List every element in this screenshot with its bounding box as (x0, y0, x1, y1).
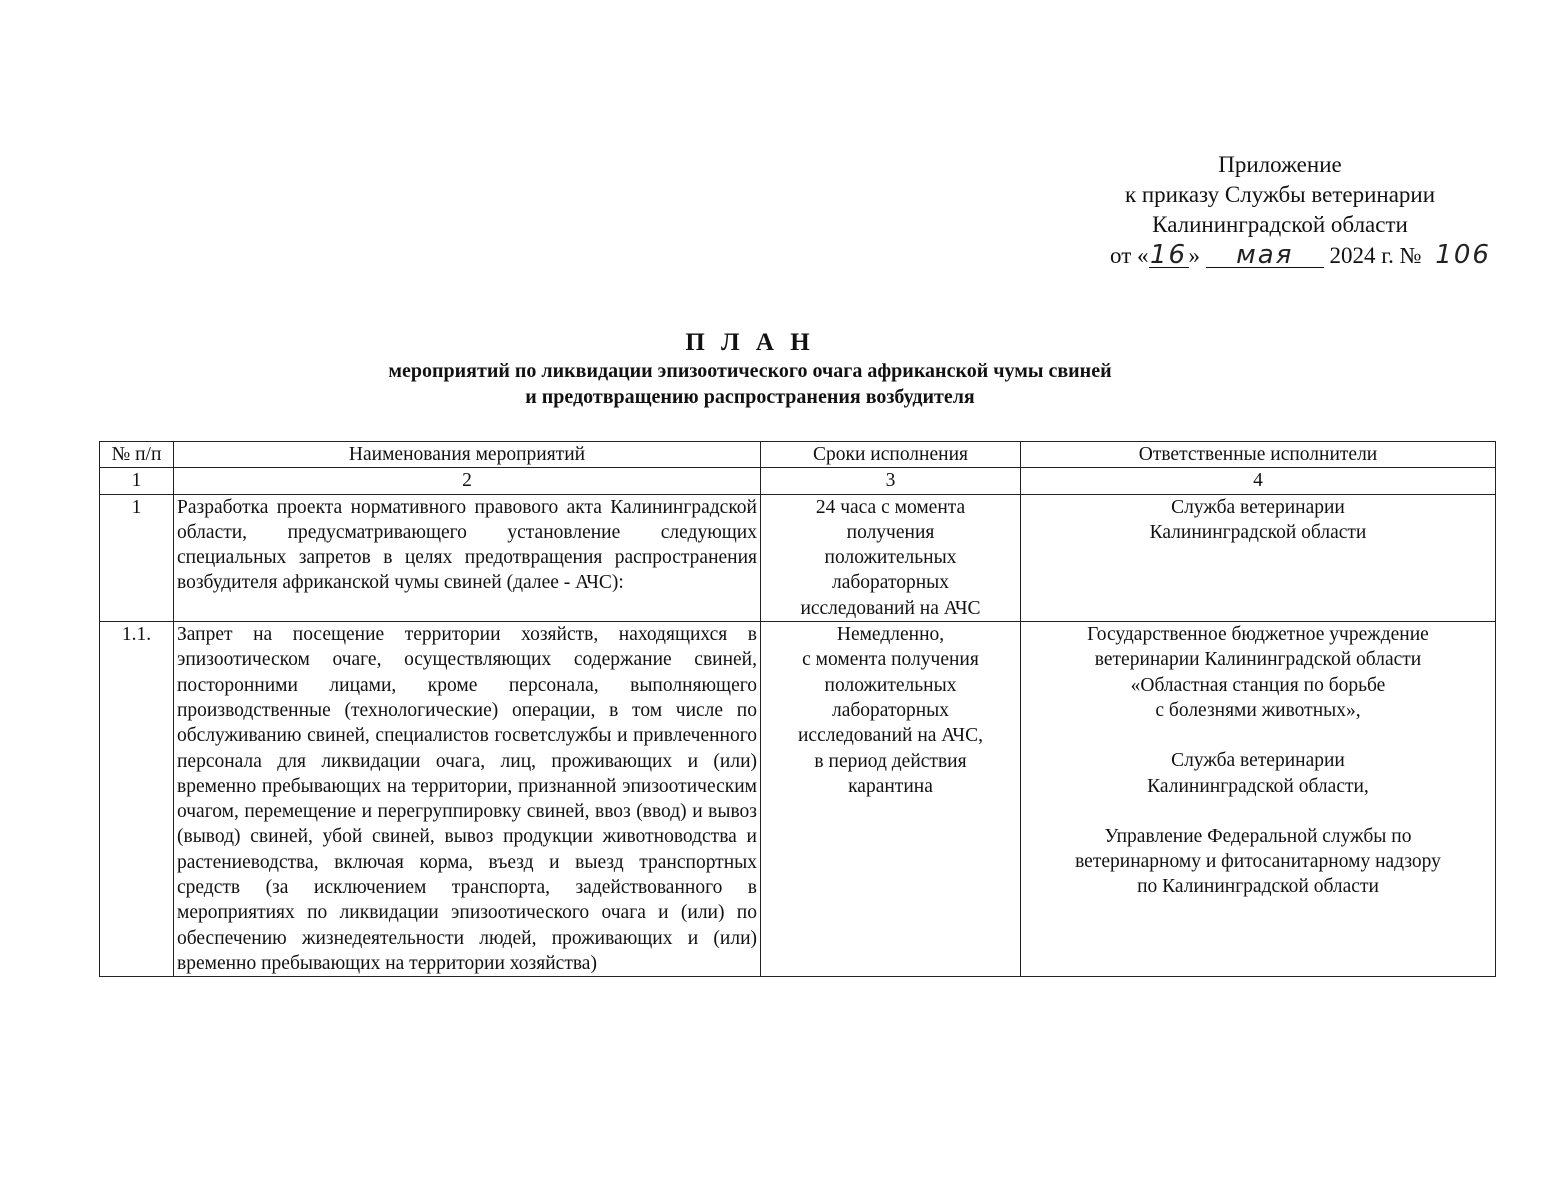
responsible-line: Калининградской области, (1147, 775, 1369, 797)
order-number-handwritten: 106 (1435, 240, 1491, 270)
responsible-line: Служба ветеринарии (1171, 496, 1345, 518)
deadline-line: положительных (824, 547, 957, 569)
responsible-spacer (1024, 799, 1492, 824)
appendix-block (1080, 150, 1491, 271)
deadline-line: 24 часа с момента (815, 496, 966, 518)
deadline-line: с момента получения (802, 649, 979, 671)
header-responsible: Ответственные исполнители (1021, 442, 1496, 468)
date-prefix: от « (1110, 243, 1149, 268)
deadline-line: лабораторных (831, 572, 949, 594)
table-row (100, 494, 1496, 621)
column-number-2: 2 (174, 468, 761, 494)
row-responsible (1021, 622, 1496, 977)
plan-table (99, 441, 1496, 977)
row-number: 1 (100, 494, 174, 621)
plan-title-block (180, 328, 1320, 410)
row-responsible (1021, 494, 1496, 621)
deadline-line: лабораторных (831, 699, 949, 721)
responsible-line: Управление Федеральной службы по (1104, 825, 1412, 847)
responsible-line: ветеринарному и фитосанитарному надзору (1075, 851, 1441, 873)
deadline-line: исследований на АЧС, (798, 725, 983, 747)
deadline-line: Немедленно, (836, 624, 945, 646)
column-number-1: 1 (100, 468, 174, 494)
deadline-line: получения (846, 521, 935, 543)
table-row (100, 622, 1496, 977)
appendix-title: Приложение (1218, 152, 1342, 177)
row-activity: Разработка проекта нормативного правового акта Калининградской области, предусматривающего установление следующих специальных запретов в целях предотвращения распространения возбудителя африканской чумы свиней (далее - АЧС): (174, 494, 761, 621)
plan-subtitle-line2: и предотвращению распространения возбудителя (525, 386, 975, 408)
row-deadline (761, 622, 1021, 977)
responsible-line: Калининградской области (1149, 521, 1367, 543)
responsible-line: по Калининградской области (1137, 876, 1379, 898)
responsible-line: с болезнями животных», (1155, 699, 1361, 721)
appendix-region: Калининградской области (1152, 212, 1408, 237)
table-column-numbers-row (100, 468, 1496, 494)
deadline-line: исследований на АЧС (800, 597, 981, 619)
column-number-4: 4 (1021, 468, 1496, 494)
date-month-handwritten: мая (1206, 243, 1324, 268)
responsible-line: «Областная станция по борьбе (1130, 674, 1386, 696)
responsible-line: Государственное бюджетное учреждение (1087, 624, 1429, 646)
responsible-line: ветеринарии Калининградской области (1094, 649, 1422, 671)
plan-title: П Л А Н (685, 329, 815, 356)
date-year: 2024 г. № (1329, 243, 1422, 268)
date-day-handwritten: 16 (1149, 240, 1188, 270)
header-number: № п/п (100, 442, 174, 468)
row-activity: Запрет на посещение территории хозяйств, находящихся в эпизоотическом очаге, осуществляющих содержание свиней, посторонними лицами, кроме персонала, выполняющего производственные (технологические) операции, в том числе по обслуживанию свиней, специалистов госветслужбы и привлеченного персонала для ликвидации очага, лиц, проживающих и (или) временно пребывающих на территории, признанной эпизоотическим очагом, перемещение и перегруппировку свиней, ввоз (ввод) и вывоз (вывод) свиней, убой свиней, вывоз продукции животноводства и растениеводства, включая корма, въезд и выезд транспортных средств (за исключением транспорта, задействованного в мероприятиях по ликвидации эпизоотического очага и (или) по обеспечению жизнедеятельности людей, проживающих и (или) временно пребывающих на территории хозяйства) (174, 622, 761, 977)
deadline-line: положительных (824, 674, 957, 696)
deadline-line: карантина (848, 775, 933, 797)
responsible-spacer (1024, 723, 1492, 748)
row-deadline (761, 494, 1021, 621)
row-number: 1.1. (100, 622, 174, 977)
date-mid: » (1188, 243, 1200, 268)
deadline-line: в период действия (814, 750, 967, 772)
column-number-3: 3 (761, 468, 1021, 494)
header-activity: Наименования мероприятий (174, 442, 761, 468)
responsible-line: Служба ветеринарии (1171, 750, 1345, 772)
appendix-date-line (1080, 240, 1491, 271)
plan-subtitle-line1: мероприятий по ликвидации эпизоотического очага африканской чумы свиней (388, 360, 1112, 382)
table-header-row (100, 442, 1496, 468)
header-deadline: Сроки исполнения (761, 442, 1021, 468)
appendix-order-ref: к приказу Службы ветеринарии (1124, 182, 1436, 207)
